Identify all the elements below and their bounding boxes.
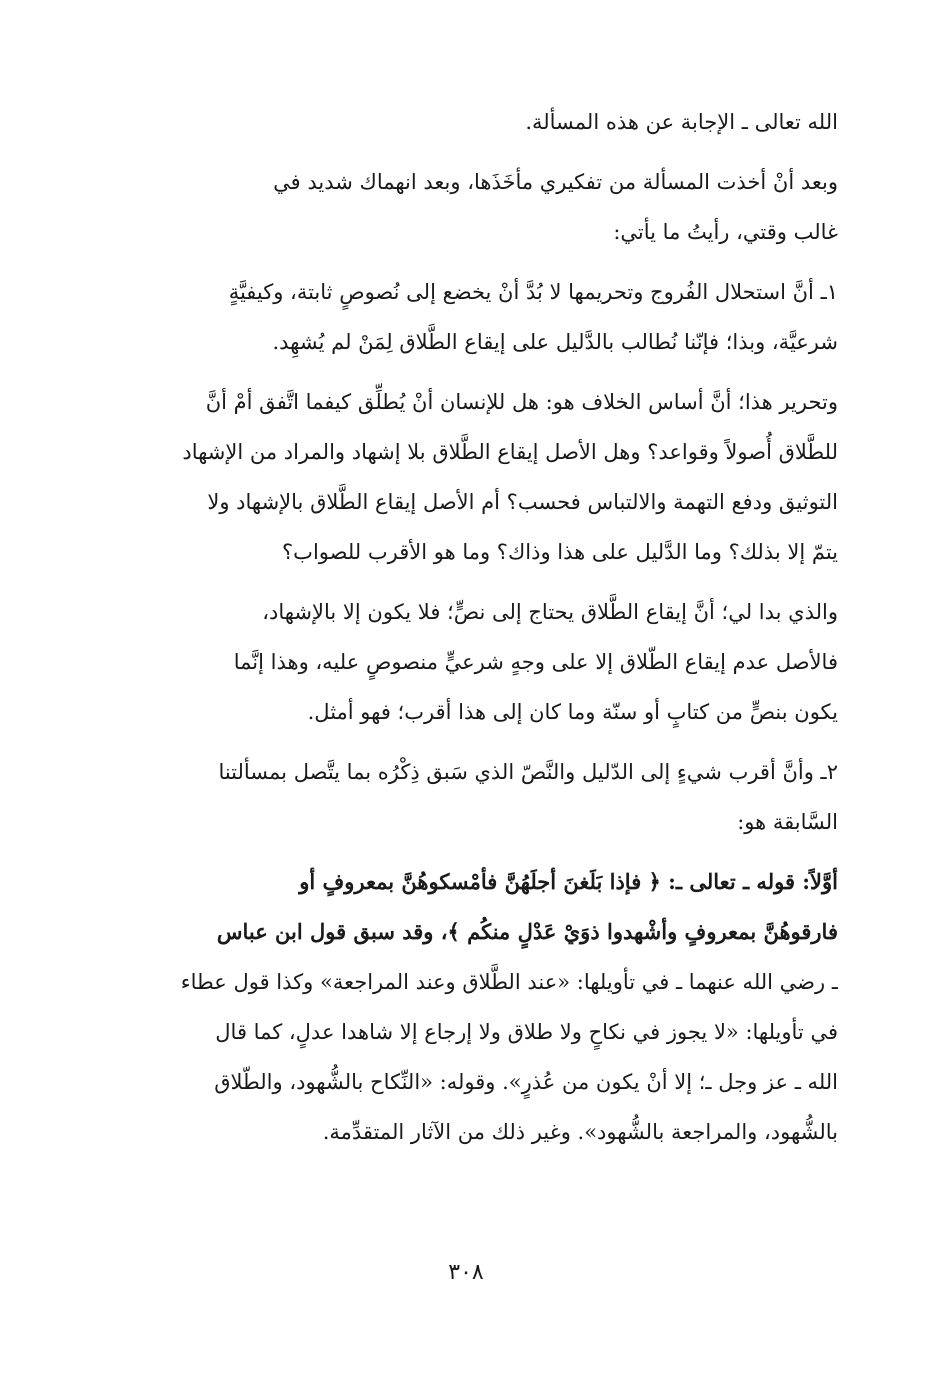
paragraph-gap	[94, 737, 838, 747]
paragraph-gap	[94, 847, 838, 857]
page-body	[94, 97, 838, 1157]
text-line: الله ـ عز وجل ـ؛ إلا أنْ يكون من عُذرٍ». وقوله: «النِّكاح بالشُّهود، والطّلاق	[214, 1070, 838, 1094]
text-line: الله تعالى ـ الإجابة عن هذه المسألة.	[525, 110, 838, 134]
text-line: السَّابقة هو:	[737, 810, 838, 834]
paragraph-opening	[94, 97, 838, 147]
paragraph-gap	[94, 147, 838, 157]
paragraph-first-evidence	[94, 857, 838, 1157]
paragraph-opinion	[94, 587, 838, 737]
text-line: في تأويلها: «لا يجوز في نكاحٍ ولا طلاق ولا إرجاع إلا شاهدا عدلٍ، كما قال	[215, 1020, 838, 1044]
text-line: بالشُّهود، والمراجعة بالشُّهود». وغير ذلك من الآثار المتقدِّمة.	[322, 1120, 838, 1144]
paragraph-gap	[94, 367, 838, 377]
text-line: وتحرير هذا؛ أنَّ أساس الخلاف هو: هل للإنسان أنْ يُطلِّق كيفما اتَّفق أمْ أنَّ	[205, 390, 838, 414]
text-line: يتمّ إلا بذلك؟ وما الدَّليل على هذا وذاك؟ وما هو الأقرب للصواب؟	[282, 540, 838, 564]
text-line: وبعد أنْ أخذت المسألة من تفكيري مأخَذَها، وبعد انهماك شديد في	[273, 170, 838, 194]
text-line: ـ رضي الله عنهما ـ في تأويلها: «عند الطَّلاق وعند المراجعة» وكذا قول عطاء	[180, 970, 838, 994]
paragraph-intro	[94, 157, 838, 257]
paragraph-point-2	[94, 747, 838, 847]
paragraph-clarification	[94, 377, 838, 577]
page-number: ٣٠٨	[448, 1260, 484, 1285]
text-line: غالب وقتي، رأيتُ ما يأتي:	[613, 220, 838, 244]
text-line: فارقوهُنَّ بمعروفٍ وأشْهدوا ذوَيْ عَدْلٍ منكُم ﴾، وقد سبق قول ابن عباس	[216, 919, 838, 944]
text-line: ٢ـ وأنَّ أقرب شيءٍ إلى الدّليل والنَّصّ الذي سَبق ذِكْرُه بما يتَّصل بمسألتنا	[218, 760, 838, 784]
text-line: شرعيَّة، وبذا؛ فإنّنا نُطالب بالدَّليل على إيقاع الطَّلاق لِمَنْ لم يُشهِد.	[272, 330, 838, 354]
text-line: للطَّلاق أُصولاً وقواعد؟ وهل الأصل إيقاع الطَّلاق بلا إشهاد والمراد من الإشهاد	[182, 440, 838, 464]
text-line: فالأصل عدم إيقاع الطّلاق إلا على وجهٍ شرعيٍّ منصوصٍ عليه، وهذا إنَّما	[233, 650, 838, 674]
paragraph-gap	[94, 257, 838, 267]
paragraph-gap	[94, 577, 838, 587]
text-line: يكون بنصٍّ من كتابٍ أو سنّة وما كان إلى هذا أقرب؛ فهو أمثل.	[307, 700, 838, 724]
text-line: والذي بدا لي؛ أنَّ إيقاع الطَّلاق يحتاج إلى نصٍّ؛ فلا يكون إلا بالإشهاد،	[262, 600, 838, 624]
text-line: ١ـ أنَّ استحلال الفُروج وتحريمها لا بُدَّ أنْ يخضع إلى نُصوصٍ ثابتة، وكيفيَّةٍ	[228, 280, 838, 304]
paragraph-point-1	[94, 267, 838, 367]
text-line: التوثيق ودفع التهمة والالتباس فحسب؟ أم الأصل إيقاع الطَّلاق بالإشهاد ولا	[207, 490, 838, 514]
text-line: أوَّلاً: قوله ـ تعالى ـ: ﴿ فإذا بَلَغنَ أجلَهُنَّ فأمْسكوهُنَّ بمعروفٍ أو	[299, 869, 838, 894]
